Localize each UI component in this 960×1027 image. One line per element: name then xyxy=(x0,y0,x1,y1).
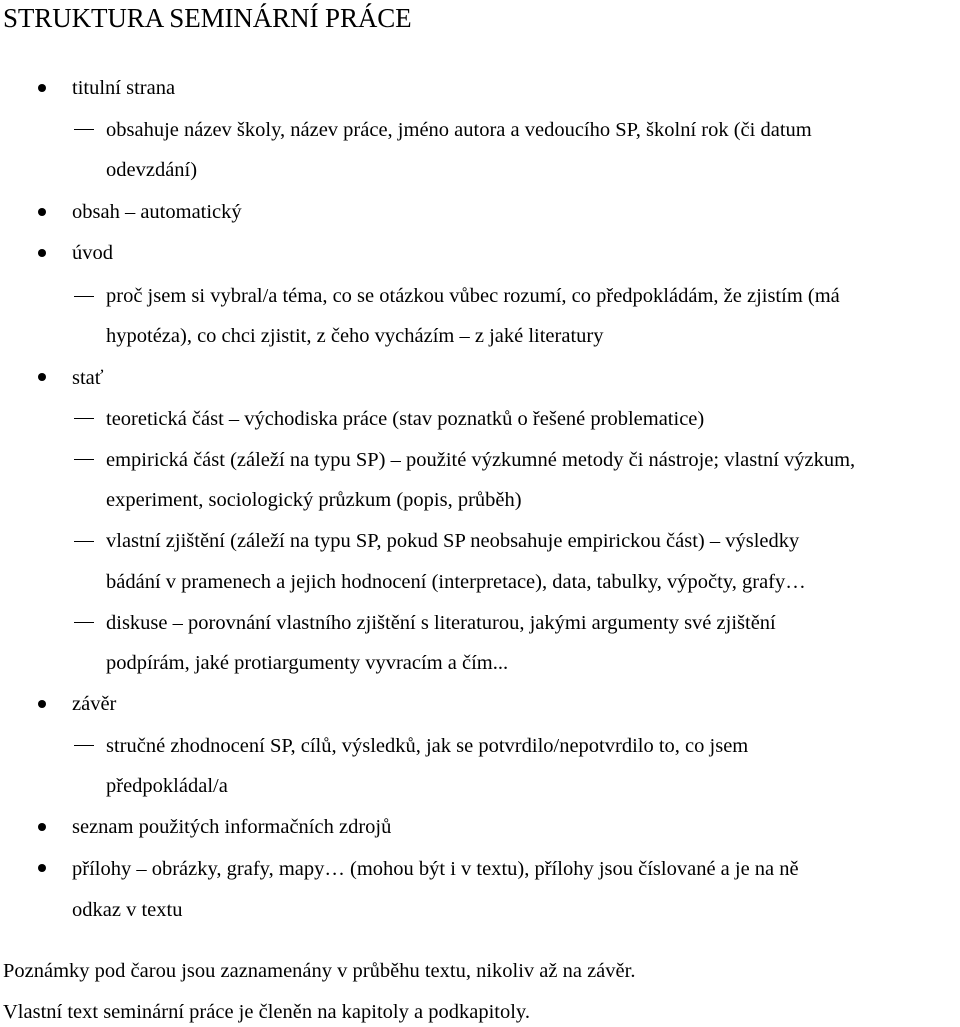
list-item: stať xyxy=(72,367,104,389)
note-paragraph: Poznámky pod čarou jsou zaznamenány v průběhu textu, nikoliv až na závěr. xyxy=(3,960,636,982)
dash-marker xyxy=(74,622,94,623)
dash-marker xyxy=(74,418,94,419)
bullet-marker xyxy=(38,864,46,872)
page-title: STRUKTURA SEMINÁRNÍ PRÁCE xyxy=(3,3,412,33)
bullet-marker xyxy=(38,249,46,257)
list-item-continued: odkaz v textu xyxy=(72,899,183,921)
sub-list-item: empirická část (záleží na typu SP) – použité výzkumné metody či nástroje; vlastní výzkum, xyxy=(106,449,856,471)
bullet-marker xyxy=(38,84,46,92)
sub-list-item: stručné zhodnocení SP, cílů, výsledků, jak se potvrdilo/nepotvrdilo to, co jsem xyxy=(106,735,749,757)
sub-list-item: diskuse – porovnání vlastního zjištění s literaturou, jakými argumenty své zjištění xyxy=(106,612,776,634)
list-item: titulní strana xyxy=(72,77,176,99)
bullet-marker xyxy=(38,700,46,708)
sub-list-item: obsahuje název školy, název práce, jméno autora a vedoucího SP, školní rok (či datum xyxy=(106,119,812,141)
list-item: obsah – automatický xyxy=(72,201,242,223)
sub-list-item: vlastní zjištění (záleží na typu SP, pokud SP neobsahuje empirickou část) – výsledky xyxy=(106,530,800,552)
bullet-marker xyxy=(38,373,46,381)
dash-marker xyxy=(74,541,94,542)
dash-marker xyxy=(74,459,94,460)
list-item: seznam použitých informačních zdrojů xyxy=(72,816,392,838)
list-item: přílohy – obrázky, grafy, mapy… (mohou být i v textu), přílohy jsou číslované a je na ně xyxy=(72,858,799,880)
dash-marker xyxy=(74,296,94,297)
list-item: úvod xyxy=(72,242,113,264)
dash-marker xyxy=(74,745,94,746)
sub-list-item: proč jsem si vybral/a téma, co se otázkou vůbec rozumí, co předpokládám, že zjistím (má xyxy=(106,285,840,307)
bullet-marker xyxy=(38,208,46,216)
list-item: závěr xyxy=(72,693,117,715)
sub-list-item-continued: experiment, sociologický průzkum (popis, průběh) xyxy=(106,489,522,511)
sub-list-item-continued: předpokládal/a xyxy=(106,775,228,797)
sub-list-item-continued: odevzdání) xyxy=(106,159,198,181)
sub-list-item-continued: hypotéza), co chci zjistit, z čeho vycházím – z jaké literatury xyxy=(106,325,604,347)
dash-marker xyxy=(74,129,94,130)
sub-list-item: teoretická část – východiska práce (stav poznatků o řešené problematice) xyxy=(106,408,705,430)
bullet-marker xyxy=(38,823,46,831)
sub-list-item-continued: bádání v pramenech a jejich hodnocení (interpretace), data, tabulky, výpočty, grafy… xyxy=(106,571,806,593)
sub-list-item-continued: podpírám, jaké protiargumenty vyvracím a čím... xyxy=(106,652,509,674)
note-paragraph: Vlastní text seminární práce je členěn na kapitoly a podkapitoly. xyxy=(3,1001,530,1023)
